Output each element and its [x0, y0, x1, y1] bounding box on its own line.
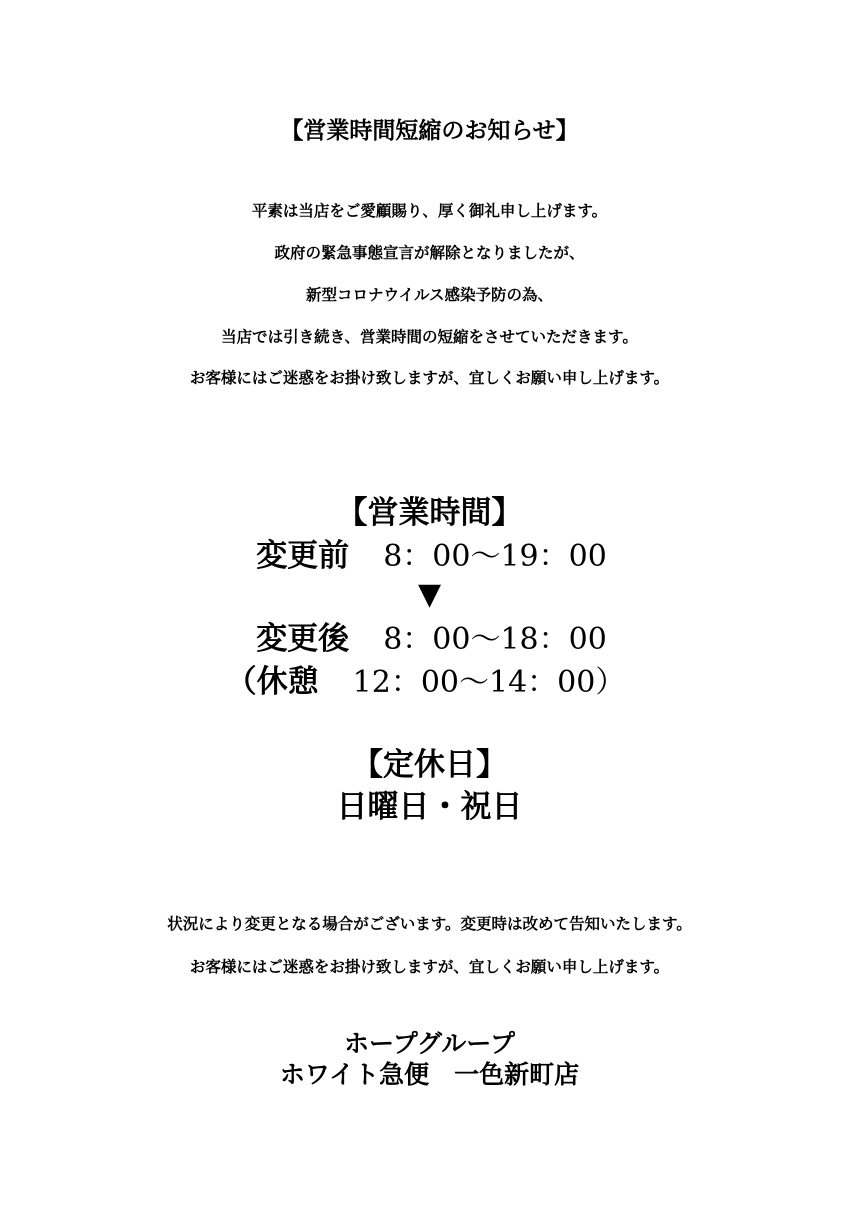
intro-line-4: 当店では引き続き、営業時間の短縮をさせていただきます。 [221, 328, 638, 346]
intro-line-1: 平素は当店をご愛顧賜り、厚く御礼申し上げます。 [251, 202, 608, 220]
footer-store-name: ホワイト急便 一色新町店 [279, 1060, 580, 1089]
footer-group-name: ホープグループ [343, 1029, 515, 1058]
hours-break-label: （休憩 [225, 664, 319, 700]
hours-break-row [0, 664, 855, 700]
business-hours-heading: 【営業時間】 [336, 495, 523, 531]
hours-after-value: 8：00～18：00 [383, 622, 607, 657]
down-arrow-icon: ▼ [417, 577, 442, 612]
intro-line-3: 新型コロナウイルス感染予防の為、 [305, 286, 554, 304]
hours-before-row [2, 538, 859, 574]
note-line-2: お客様にはご迷惑をお掛け致しますが、宜しくお願い申し上げます。 [189, 958, 670, 976]
hours-after-row [2, 621, 859, 657]
hours-break-value: 12：00～14：00） [352, 665, 626, 700]
intro-line-2: 政府の緊急事態宣言が解除となりましたが、 [274, 244, 585, 262]
hours-before-label: 変更前 [256, 538, 350, 574]
intro-line-5: お客様にはご迷惑をお掛け致しますが、宜しくお願い申し上げます。 [189, 369, 670, 387]
closed-days-heading: 【定休日】 [352, 747, 507, 783]
hours-after-label: 変更後 [256, 621, 350, 657]
hours-before-value: 8：00～19：00 [383, 539, 607, 574]
closed-days-value: 日曜日・祝日 [336, 789, 523, 825]
notice-title: 【営業時間短縮のお知らせ】 [280, 118, 579, 144]
note-line-1: 状況により変更となる場合がございます。変更時は改めて告知いたします。 [167, 915, 692, 933]
